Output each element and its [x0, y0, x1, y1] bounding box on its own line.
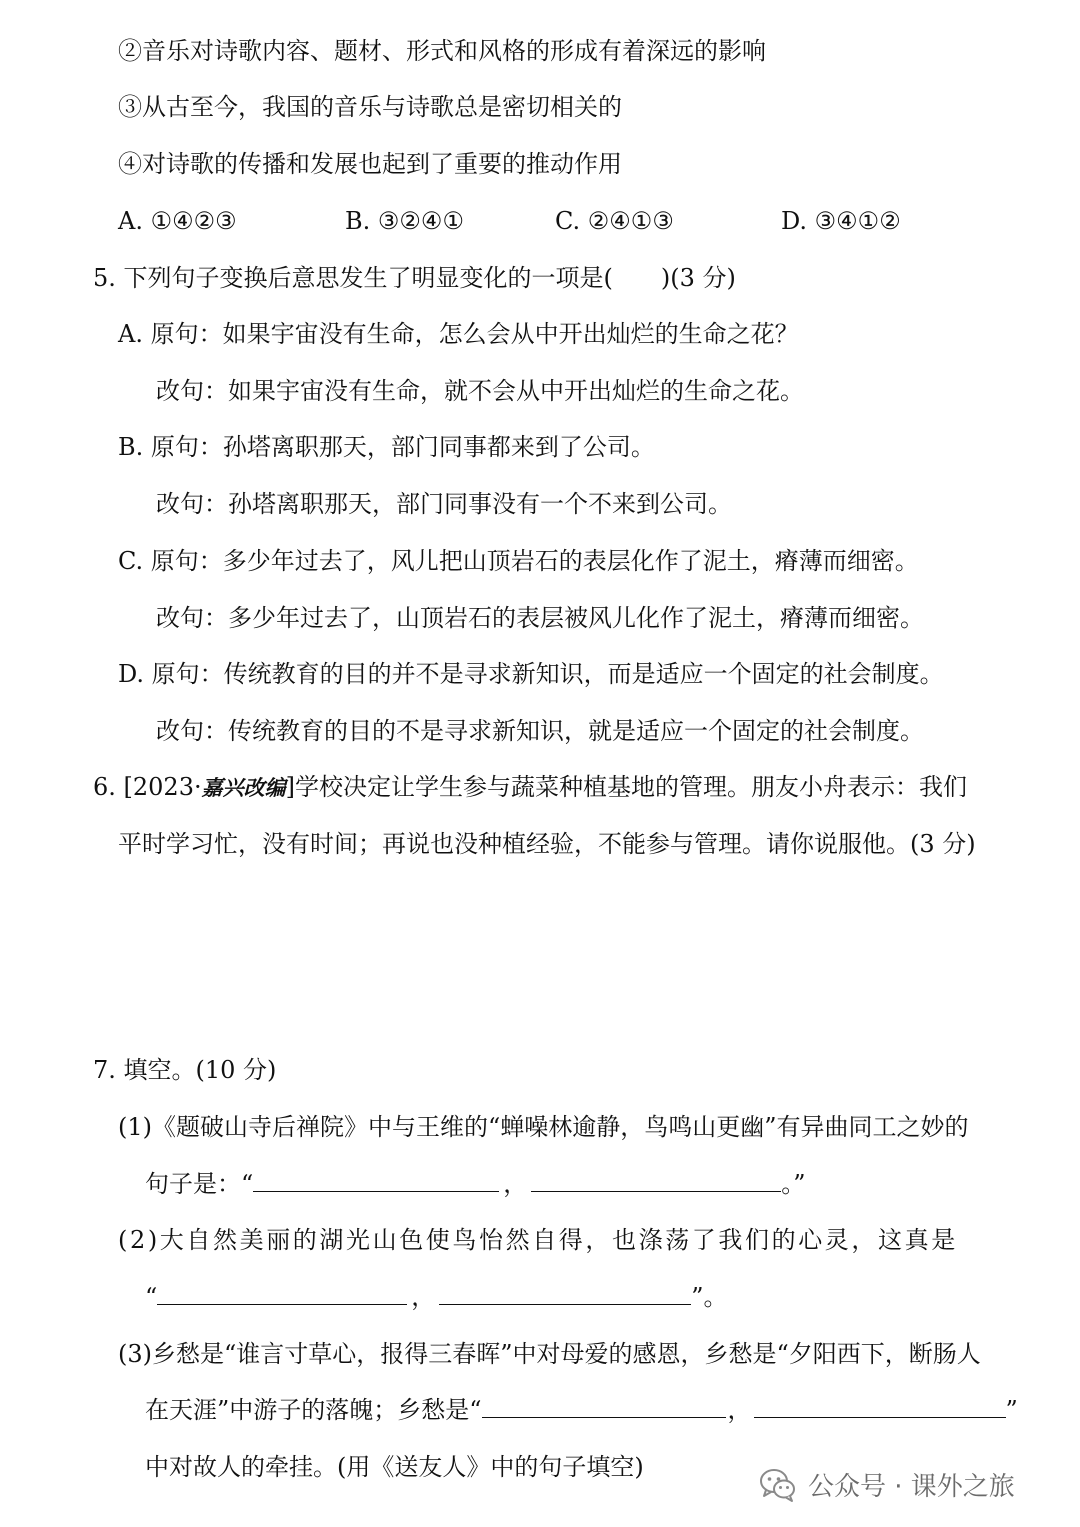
q4-option-c: C. ②④①③ — [555, 207, 674, 235]
q7-part1-line-2 — [145, 1167, 806, 1201]
q6-line-2: 平时学习忙，没有时间；再说也没种植经验，不能参与管理。请你说服他。(3 分) — [118, 830, 976, 858]
q7-part1-line-1: (1)《题破山寺后禅院》中与王维的“蝉噪林逾静，鸟鸣山更幽”有异曲同工之妙的 — [118, 1113, 969, 1141]
q7-stem: 7. 填空。(10 分) — [93, 1056, 277, 1084]
q5-option-c-original: C. 原句：多少年过去了，风儿把山顶岩石的表层化作了泥土，瘠薄而细密。 — [118, 547, 919, 575]
q7-part3-blank-2[interactable] — [754, 1395, 1006, 1418]
q5-option-a-original: A. 原句：如果宇宙没有生命，怎么会从中开出灿烂的生命之花？ — [118, 320, 799, 348]
q7-part2-end: ”。 — [691, 1283, 728, 1311]
q5-option-c-revised: 改句：多少年过去了，山顶岩石的表层被风儿化作了泥土，瘠薄而细密。 — [156, 604, 924, 632]
q7-part1-blank-1[interactable] — [253, 1169, 499, 1192]
q4-item-4: ④对诗歌的传播和发展也起到了重要的推动作用 — [118, 150, 622, 178]
q7-part3-line-1: (3)乡愁是“谁言寸草心，报得三春晖”中对母爱的感恩，乡愁是“夕阳西下，断肠人 — [118, 1340, 981, 1368]
q5-option-b-original: B. 原句：孙塔离职那天，部门同事都来到了公司。 — [118, 433, 655, 461]
q7-part1-blank-2[interactable] — [531, 1169, 781, 1192]
q5-option-b-revised: 改句：孙塔离职那天，部门同事没有一个不来到公司。 — [156, 490, 732, 518]
wechat-icon — [758, 1464, 798, 1504]
q4-option-d: D. ③④①② — [781, 207, 901, 235]
q7-part2-separator: ， — [411, 1283, 436, 1311]
q7-part2-prefix: “ — [145, 1283, 158, 1311]
q6-line-1 — [93, 770, 967, 805]
q4-option-b: B. ③②④① — [345, 207, 464, 235]
q7-part1-end: 。” — [781, 1170, 806, 1198]
q5-stem: 5. 下列句子变换后意思发生了明显变化的一项是( )(3 分) — [93, 264, 736, 292]
q4-item-3: ③从古至今，我国的音乐与诗歌总是密切相关的 — [118, 93, 622, 121]
q6-text-1: ]学校决定让学生参与蔬菜种植基地的管理。朋友小舟表示：我们 — [285, 773, 967, 801]
q5-option-d-revised: 改句：传统教育的目的不是寻求新知识，就是适应一个固定的社会制度。 — [156, 717, 924, 745]
q4-item-2: ②音乐对诗歌内容、题材、形式和风格的形成有着深远的影响 — [118, 37, 766, 65]
q6-source-tag: 嘉兴改编 — [201, 775, 286, 800]
q7-part1-prefix: 句子是：“ — [145, 1170, 254, 1198]
q7-part1-separator: ， — [503, 1170, 528, 1198]
q7-part3-separator: ， — [727, 1396, 752, 1424]
q4-option-a: A. ①④②③ — [118, 207, 237, 235]
q5-option-d-original: D. 原句：传统教育的目的并不是寻求新知识，而是适应一个固定的社会制度。 — [118, 660, 944, 688]
q7-part3-line-2 — [145, 1393, 1018, 1427]
q7-part3-prefix: 在天涯”中游子的落魄；乡愁是“ — [145, 1396, 482, 1424]
q6-number: 6. [2023· — [93, 773, 202, 801]
q7-part2-line-2 — [145, 1280, 728, 1314]
q5-option-a-revised: 改句：如果宇宙没有生命，就不会从中开出灿烂的生命之花。 — [156, 377, 804, 405]
watermark-text: 公众号 · 课外之旅 — [808, 1471, 1015, 1502]
watermark — [758, 1462, 1015, 1506]
q7-part2-blank-1[interactable] — [157, 1282, 407, 1305]
q7-part2-blank-2[interactable] — [439, 1282, 691, 1305]
q7-part3-end: ” — [1005, 1396, 1018, 1424]
q7-part3-line-3: 中对故人的牵挂。(用《送友人》中的句子填空) — [145, 1453, 644, 1481]
q7-part2-line-1: (2)大自然美丽的湖光山色使鸟怡然自得，也涤荡了我们的心灵，这真是 — [118, 1226, 958, 1254]
q7-part3-blank-1[interactable] — [482, 1395, 726, 1418]
